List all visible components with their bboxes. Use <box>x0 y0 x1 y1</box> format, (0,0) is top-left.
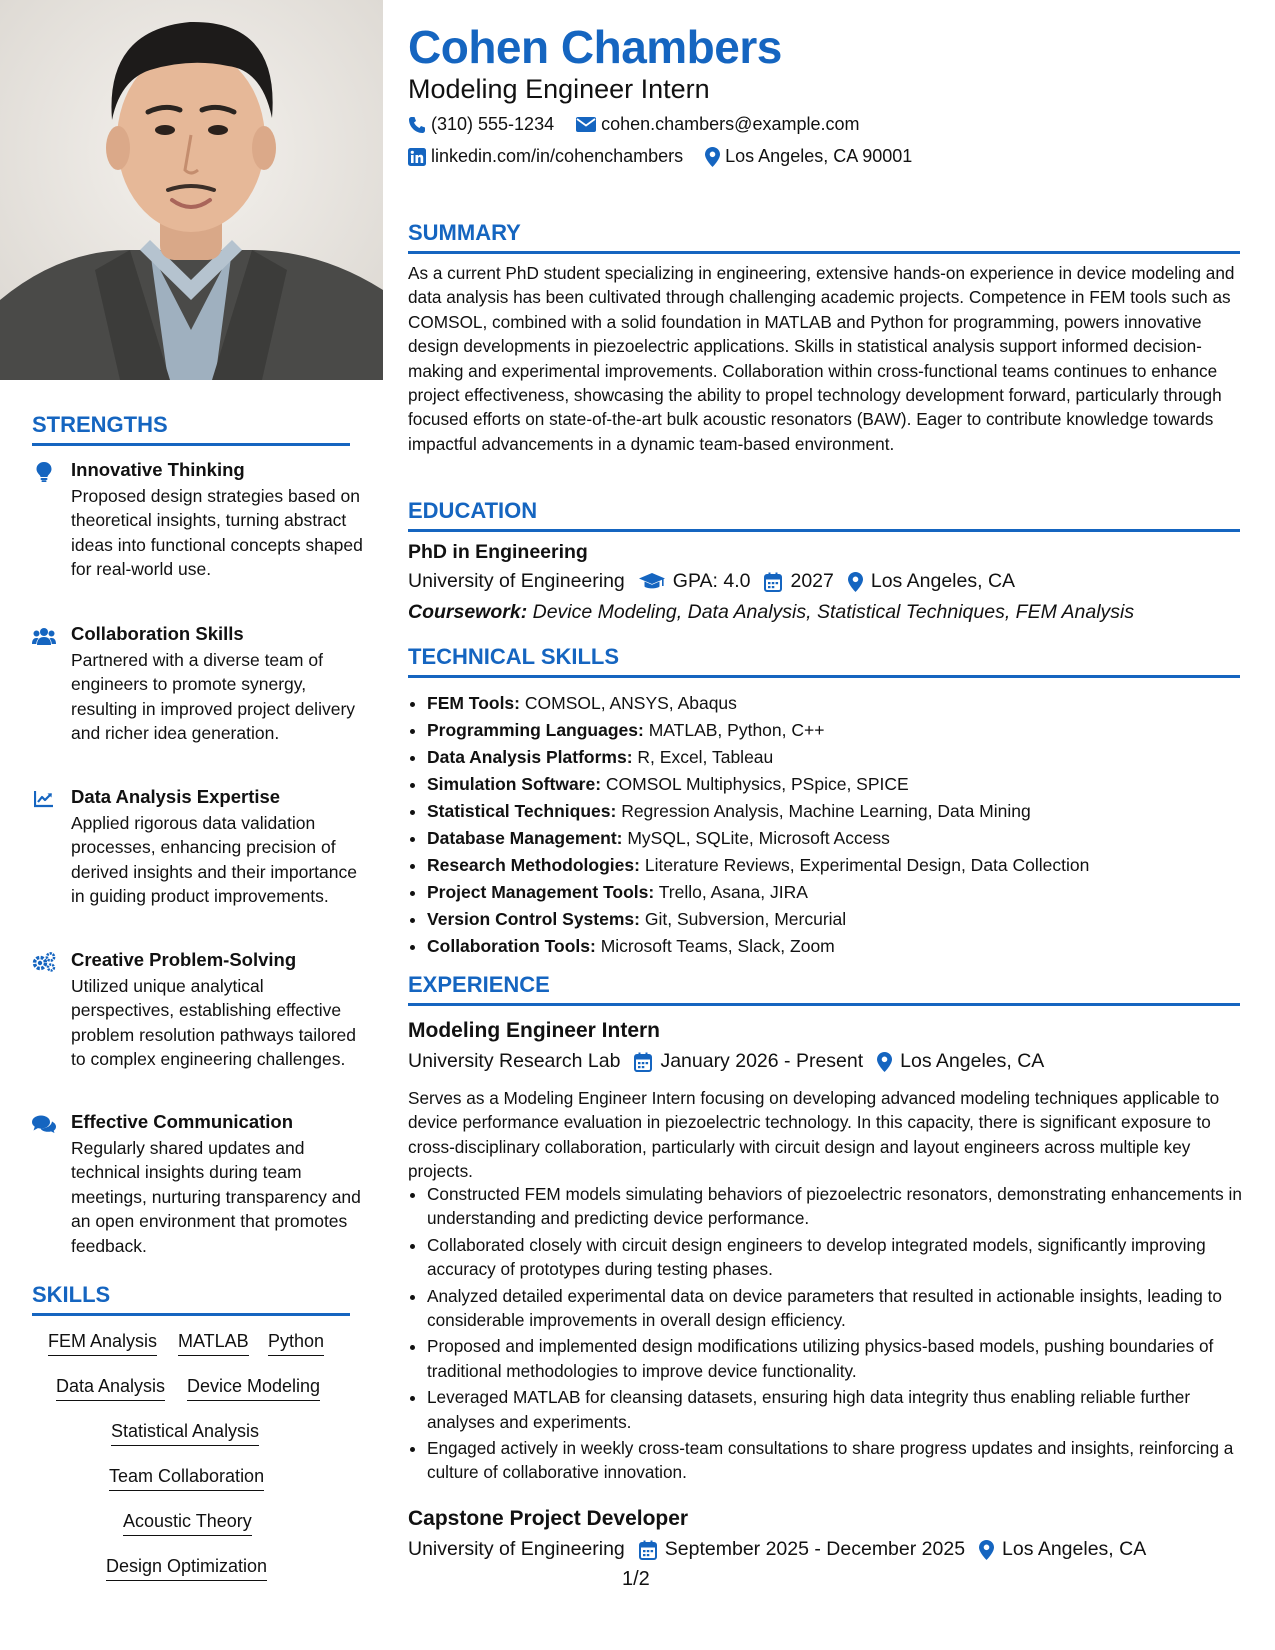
list-item: • Leveraged MATLAB for cleansing datasets, ensuring high data integrity thus enabling reliable further analyses and experiments. <box>427 1385 1247 1434</box>
list-item <box>427 690 1089 717</box>
skill-value: COMSOL Multiphysics, PSpice, SPICE <box>605 774 909 794</box>
skill-tag: Device Modeling <box>187 1376 320 1401</box>
job-description: Serves as a Modeling Engineer Intern focusing on developing advanced modeling techniques applicable to device performance evaluation in piezoelectric technology. In this capacity, there is significant exposure to cross-disciplinary collaboration, particularly with circuit design and layout engineers across multiple key projects. <box>408 1088 1220 1182</box>
skills-rule <box>32 1313 350 1316</box>
education-location: Los Angeles, CA <box>870 570 1016 592</box>
job-org: University Research Lab <box>408 1050 621 1072</box>
strength-desc: Regularly shared updates and technical insights during team meetings, nurturing transparency and an open environment that promotes feedback. <box>71 1138 361 1256</box>
list-item <box>427 933 1089 960</box>
users-icon <box>32 626 56 646</box>
left-column <box>0 0 383 1650</box>
list-item <box>427 744 1089 771</box>
technical-skills-rule <box>408 675 1240 678</box>
job-meta <box>408 1538 1146 1561</box>
linkedin-icon <box>408 148 426 166</box>
job-title: Modeling Engineer Intern <box>408 1019 661 1042</box>
calendar-icon <box>634 1052 652 1072</box>
skill-tag: Python <box>268 1331 324 1356</box>
skill-tag: Design Optimization <box>106 1556 267 1581</box>
strength-desc: Utilized unique analytical perspectives, establishing effective problem resolution pathways tailored to complex engineering challenges. <box>71 976 357 1070</box>
gpa: GPA: 4.0 <box>672 570 751 592</box>
job-dates: September 2025 - December 2025 <box>664 1538 966 1560</box>
skill-label: Research Methodologies: <box>427 855 640 875</box>
strength-desc: Partnered with a diverse team of engineers to promote synergy, resulting in improved project delivery and richer idea generation. <box>71 650 356 744</box>
list-item <box>427 879 1089 906</box>
contact-line-1 <box>408 114 881 135</box>
education-rule <box>408 529 1240 532</box>
coursework-label: Coursework: <box>408 601 528 623</box>
skill-tag: FEM Analysis <box>48 1331 157 1356</box>
skill-value: Literature Reviews, Experimental Design, Data Collection <box>644 855 1090 875</box>
skill-label: Data Analysis Platforms: <box>427 747 633 767</box>
skill-label: FEM Tools: <box>427 693 520 713</box>
strength-title: Data Analysis Expertise <box>71 786 281 807</box>
summary-text: As a current PhD student specializing in engineering, extensive hands-on experience in device modeling and data analysis has been cultivated through challenging academic projects. Competence in FEM tools such as COMSOL, combined with a solid foundation in MATLAB and Python for programming, powers innovative design developments in piezoelectric applications. Skills in statistical analysis support informed decision-making and experimental improvements. Collaboration within cross-functional teams continues to enhance project effectiveness, showcasing the ability to propel technology development forward, particularly through focused efforts on state-of-the-art bulk acoustic resonators (BAW). Eager to contribute knowledge towards impactful advancements in a dynamic team-based environment. <box>408 263 1235 454</box>
phone-contact[interactable] <box>408 114 554 135</box>
email-icon <box>576 117 596 132</box>
skill-tag: Data Analysis <box>56 1376 165 1401</box>
summary-rule <box>408 251 1240 254</box>
job-org: University of Engineering <box>408 1538 625 1560</box>
skill-tag: MATLAB <box>178 1331 249 1356</box>
skill-tag: Statistical Analysis <box>111 1421 259 1446</box>
school: University of Engineering <box>408 570 625 592</box>
list-item: • Collaborated closely with circuit design engineers to develop integrated models, significantly improving accuracy of prototypes during testing phases. <box>427 1233 1247 1282</box>
location-text: Los Angeles, CA 90001 <box>725 146 913 166</box>
skill-value: MySQL, SQLite, Microsoft Access <box>627 828 890 848</box>
map-pin-icon <box>979 1540 994 1560</box>
map-pin-icon <box>877 1052 892 1072</box>
skill-label: Database Management: <box>427 828 623 848</box>
list-item <box>427 771 1089 798</box>
calendar-icon <box>764 572 782 592</box>
profile-photo <box>0 0 383 380</box>
strength-desc: Proposed design strategies based on theoretical insights, turning abstract ideas into functional concepts shaped for real-world use. <box>71 486 363 580</box>
skill-value: COMSOL, ANSYS, Abaqus <box>524 693 737 713</box>
list-item <box>427 717 1089 744</box>
experience-rule <box>408 1003 1240 1006</box>
map-pin-icon <box>705 147 720 167</box>
strengths-rule <box>32 443 350 446</box>
map-pin-icon <box>848 572 863 592</box>
phone-icon <box>408 116 426 134</box>
linkedin-contact[interactable] <box>408 146 683 167</box>
education-meta <box>408 570 1015 593</box>
list-item <box>427 798 1089 825</box>
linkedin-text: linkedin.com/in/cohenchambers <box>431 146 684 166</box>
graduation-cap-icon <box>639 573 665 591</box>
technical-skills-title: TECHNICAL SKILLS <box>408 644 620 669</box>
skill-label: Programming Languages: <box>427 720 644 740</box>
skill-value: MATLAB, Python, C++ <box>648 720 825 740</box>
strength-title: Innovative Thinking <box>71 459 245 480</box>
job-title: Capstone Project Developer <box>408 1507 689 1530</box>
gears-icon <box>32 952 56 972</box>
candidate-role: Modeling Engineer Intern <box>408 74 710 104</box>
skill-value: Git, Subversion, Mercurial <box>644 909 847 929</box>
skill-label: Version Control Systems: <box>427 909 640 929</box>
job-bullets <box>408 1182 1247 1487</box>
job-dates: January 2026 - Present <box>660 1050 864 1072</box>
experience-title: EXPERIENCE <box>408 972 550 997</box>
comments-icon <box>32 1114 56 1134</box>
chart-line-icon <box>32 789 56 809</box>
email-contact[interactable] <box>576 114 859 135</box>
education-title: EDUCATION <box>408 498 538 523</box>
location-contact <box>705 146 912 167</box>
job-location: Los Angeles, CA <box>1002 1538 1147 1560</box>
skill-label: Simulation Software: <box>427 774 602 794</box>
list-item: • Constructed FEM models simulating behaviors of piezoelectric resonators, demonstrating enhancements in understanding and predicting device performance. <box>427 1182 1247 1231</box>
grad-year: 2027 <box>790 570 834 592</box>
degree: PhD in Engineering <box>408 541 588 563</box>
list-item: • Analyzed detailed experimental data on device parameters that resulted in actionable insights, leading to considerable improvements in overall design efficiency. <box>427 1284 1247 1333</box>
coursework <box>408 601 1134 624</box>
skill-tag: Team Collaboration <box>109 1466 264 1491</box>
strengths-title: STRENGTHS <box>32 412 168 437</box>
list-item <box>427 906 1089 933</box>
coursework-text: Device Modeling, Data Analysis, Statistical Techniques, FEM Analysis <box>532 601 1135 623</box>
skill-label: Project Management Tools: <box>427 882 655 902</box>
job-meta <box>408 1050 1044 1073</box>
list-item: • Engaged actively in weekly cross-team consultations to share progress updates and insights, reinforcing a culture of collaborative innovation. <box>427 1436 1247 1485</box>
skill-label: Statistical Techniques: <box>427 801 617 821</box>
candidate-name: Cohen Chambers <box>408 21 782 73</box>
strength-title: Creative Problem-Solving <box>71 949 297 970</box>
job-location: Los Angeles, CA <box>900 1050 1045 1072</box>
skill-label: Collaboration Tools: <box>427 936 596 956</box>
technical-skills-list <box>408 690 1089 960</box>
lightbulb-icon <box>32 462 56 482</box>
list-item <box>427 825 1089 852</box>
skill-value: Trello, Asana, JIRA <box>658 882 808 902</box>
summary-title: SUMMARY <box>408 220 521 245</box>
strength-title: Collaboration Skills <box>71 623 244 644</box>
skill-value: Microsoft Teams, Slack, Zoom <box>600 936 835 956</box>
list-item <box>427 852 1089 879</box>
skills-title: SKILLS <box>32 1282 111 1307</box>
calendar-icon <box>639 1540 657 1560</box>
strength-desc: Applied rigorous data validation processes, enhancing precision of derived insights and their importance in guiding product improvements. <box>71 813 357 907</box>
portrait-illustration <box>0 0 383 380</box>
strength-title: Effective Communication <box>71 1111 294 1132</box>
email-text: cohen.chambers@example.com <box>601 114 860 134</box>
page-number: 1/2 <box>622 1568 650 1590</box>
skill-tag: Acoustic Theory <box>123 1511 252 1536</box>
skill-value: R, Excel, Tableau <box>637 747 774 767</box>
list-item: • Proposed and implemented design modifications utilizing physics-based models, pushing boundaries of traditional methodologies to improve device functionality. <box>427 1334 1247 1383</box>
skill-value: Regression Analysis, Machine Learning, Data Mining <box>621 801 1031 821</box>
contact-line-2 <box>408 146 934 167</box>
phone-text: (310) 555-1234 <box>431 114 555 134</box>
